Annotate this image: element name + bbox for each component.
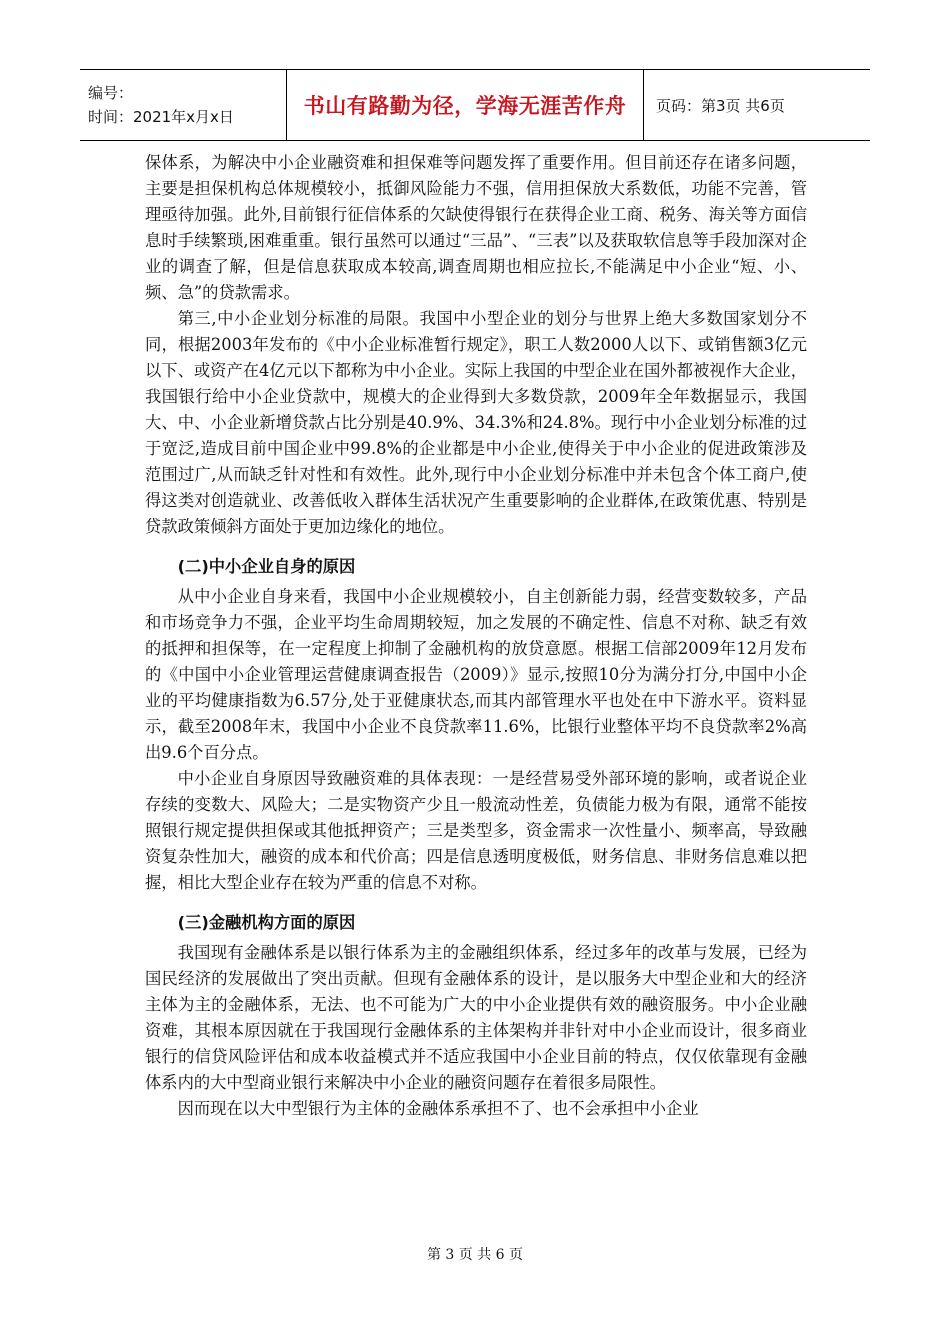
header-meta <box>80 70 286 140</box>
serial-number-label: 编号： <box>88 84 134 102</box>
page-header <box>80 69 870 141</box>
paragraph: 中小企业自身原因导致融资难的具体表现：一是经营易受外部环境的影响，或者说企业存续的变数大、风险大；二是实物资产少且一般流动性差，负债能力极为有限，通常不能按照银行规定提供担保或其他抵押资产；三是类型多，资金需求一次性量小、频率高，导致融资复杂性加大，融资的成本和代价高；四是信息透明度极低，财务信息、非财务信息难以把握，相比大型企业存在较为严重的信息不对称。 <box>145 769 807 892</box>
section-heading: (二)中小企业自身的原因 <box>177 557 356 576</box>
header-page-info: 页码：第3页 共6页 <box>656 96 785 115</box>
paragraph: 我国现有金融体系是以银行体系为主的金融组织体系，经过多年的改革与发展，已经为国民经济的发展做出了突出贡献。但现有金融体系的设计，是以服务大中型企业和大的经济主体为主的金融体系，无法、也不可能为广大的中小企业提供有效的融资服务。中小企业融资难，其根本原因就在于我国现行金融体系的主体架构并非针对中小企业而设计，很多商业银行的信贷风险评估和成本收益模式并不适应我国中小企业目前的特点，仅仅依靠现有金融体系内的大中型商业银行来解决中小企业的融资问题存在着很多局限性。 <box>145 943 807 1092</box>
paragraph: 第三,中小企业划分标准的局限。我国中小型企业的划分与世界上绝大多数国家划分不同，根据2003年发布的《中小企业标准暂行规定》，职工人数2000人以下、或销售额3亿元以下、或资产在4亿元以下都称为中小企业。实际上我国的中型企业在国外都被视作大企业，我国银行给中小企业贷款中，规模大的企业得到大多数贷款，2009年全年数据显示，我国大、中、小企业新增贷款占比分别是40.9%、34.3%和24.8%。现行中小企业划分标准的过于宽泛,造成目前中国企业中99.8%的企业都是中小企业,使得关于中小企业的促进政策涉及范围过广,从而缺乏针对性和有效性。此外,现行中小企业划分标准中并未包含个体工商户,使得这类对创造就业、改善低收入群体生活状况产生重要影响的企业群体,在政策优惠、特别是贷款政策倾斜方面处于更加边缘化的地位。 <box>145 309 807 536</box>
date-label: 时间：2021年x月x日 <box>88 108 234 126</box>
header-motto-cell <box>286 70 644 140</box>
page-footer: 第 3 页 共 6 页 <box>426 1247 524 1263</box>
paragraph: 从中小企业自身来看，我国中小企业规模较小，自主创新能力弱，经营变数较多，产品和市场竞争力不强，企业平均生命周期较短，加之发展的不确定性、信息不对称、缺乏有效的抵押和担保等，在一定程度上抑制了金融机构的放贷意愿。根据工信部2009年12月发布的《中国中小企业管理运营健康调查报告（2009）》显示,按照10分为满分打分,中国中小企业的平均健康指数为6.57分,处于亚健康状态,而其内部管理水平也处在中下游水平。资料显示，截至2008年末，我国中小企业不良贷款率11.6%，比银行业整体平均不良贷款率2%高出9.6个百分点。 <box>145 587 807 762</box>
document-body <box>145 150 807 1122</box>
paragraph: 保体系，为解决中小企业融资难和担保难等问题发挥了重要作用。但目前还存在诸多问题，主要是担保机构总体规模较小，抵御风险能力不强，信用担保放大系数低，功能不完善，管理亟待加强。此外,目前银行征信体系的欠缺使得银行在获得企业工商、税务、海关等方面信息时手续繁琐,困难重重。银行虽然可以通过“三品”、“三表”以及获取软信息等手段加深对企业的调查了解，但是信息获取成本较高,调查周期也相应拉长,不能满足中小企业“短、小、频、急”的贷款需求。 <box>145 153 807 302</box>
motto-text: 书山有路勤为径，学海无涯苦作舟 <box>303 94 627 118</box>
paragraph: 因而现在以大中型银行为主体的金融体系承担不了、也不会承担中小企业 <box>177 1099 699 1118</box>
section-heading: (三)金融机构方面的原因 <box>177 913 356 932</box>
